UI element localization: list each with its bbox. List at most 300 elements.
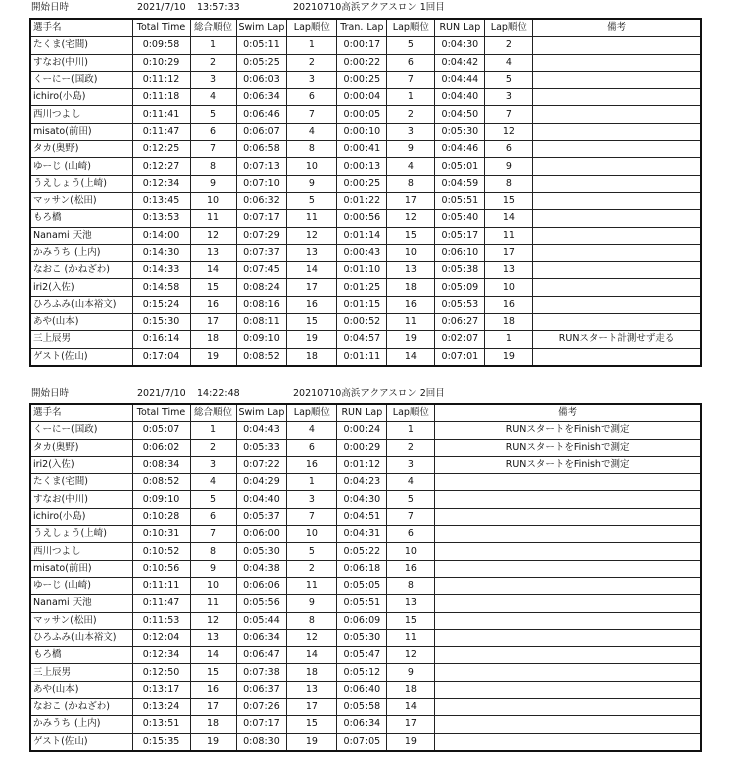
athlete-name-cell: Nanami 天池	[30, 227, 132, 244]
result-cell: 0:05:37	[236, 508, 287, 525]
athlete-name-cell: すなお(中川)	[30, 54, 132, 71]
result-cell: 14	[387, 348, 435, 366]
table-row	[30, 612, 701, 629]
result-cell: 0:04:40	[435, 89, 485, 106]
result-cell: 15	[387, 612, 435, 629]
result-cell: 5	[387, 491, 435, 508]
athlete-name-cell: タカ(奥野)	[30, 141, 132, 158]
result-cell: 0:06:34	[236, 89, 287, 106]
table-row	[30, 106, 701, 123]
result-cell: 9	[190, 560, 236, 577]
athlete-name-cell: iri2(入佐)	[30, 279, 132, 296]
result-cell: 1	[287, 474, 337, 491]
result-cell: 0:12:34	[132, 647, 190, 664]
athlete-name-cell: Nanami 天池	[30, 595, 132, 612]
result-cell: 0:04:42	[435, 54, 485, 71]
result-cell: 7	[485, 106, 533, 123]
result-cell: 0:14:58	[132, 279, 190, 296]
result-cell: 12	[287, 629, 337, 646]
result-cell: 0:02:07	[435, 331, 485, 348]
result-cell: 13	[387, 262, 435, 279]
race2-start-date: 2021/7/10	[137, 388, 186, 399]
result-cell: 4	[190, 89, 236, 106]
table-row	[30, 296, 701, 313]
result-cell: 8	[387, 577, 435, 594]
result-cell: 0:05:44	[236, 612, 287, 629]
result-cell: 0:04:43	[236, 422, 287, 439]
note-cell	[435, 595, 701, 612]
result-cell: 19	[190, 348, 236, 366]
table-row	[30, 279, 701, 296]
athlete-name-cell: ゆーじ (山崎)	[30, 577, 132, 594]
result-cell: 0:09:58	[132, 37, 190, 54]
result-cell: 16	[190, 681, 236, 698]
athlete-name-cell: なおこ (かねざわ)	[30, 699, 132, 716]
result-cell: 0:06:34	[337, 716, 387, 733]
note-cell	[533, 296, 701, 313]
table-row	[30, 474, 701, 491]
result-cell: 0:15:30	[132, 314, 190, 331]
result-cell: 9	[387, 141, 435, 158]
result-cell: 0:04:31	[337, 526, 387, 543]
result-cell: 0:06:27	[435, 314, 485, 331]
result-cell: 8	[287, 612, 337, 629]
result-cell: 12	[485, 123, 533, 140]
result-cell: 8	[190, 158, 236, 175]
result-cell: 11	[190, 595, 236, 612]
result-cell: 5	[387, 37, 435, 54]
race1-start-label: 開始日時	[31, 2, 70, 13]
note-cell	[435, 664, 701, 681]
athlete-name-cell: タカ(奥野)	[30, 439, 132, 456]
athlete-name-cell: もろ橋	[30, 647, 132, 664]
column-header: Lap順位	[287, 19, 337, 37]
result-cell: 0:16:14	[132, 331, 190, 348]
result-cell: 0:07:10	[236, 175, 287, 192]
result-cell: 0:05:01	[435, 158, 485, 175]
result-cell: 16	[190, 296, 236, 313]
result-cell: 0:13:53	[132, 210, 190, 227]
result-cell: 7	[287, 508, 337, 525]
result-cell: 11	[485, 227, 533, 244]
result-cell: 9	[287, 595, 337, 612]
result-cell: 11	[387, 314, 435, 331]
note-cell	[533, 37, 701, 54]
result-cell: 0:07:01	[435, 348, 485, 366]
result-cell: 0:00:56	[337, 210, 387, 227]
table-row	[30, 89, 701, 106]
result-cell: 0:00:29	[337, 439, 387, 456]
result-cell: 0:07:26	[236, 699, 287, 716]
result-cell: 0:00:24	[337, 422, 387, 439]
result-cell: 17	[287, 699, 337, 716]
athlete-name-cell: ゲスト(佐山)	[30, 348, 132, 366]
result-cell: 0:08:52	[132, 474, 190, 491]
result-cell: 13	[387, 595, 435, 612]
column-header: 選手名	[30, 404, 132, 422]
race1-header-row	[30, 19, 701, 37]
result-cell: 0:07:17	[236, 716, 287, 733]
note-cell	[533, 314, 701, 331]
result-cell: 0:05:25	[236, 54, 287, 71]
result-cell: 0:01:14	[337, 227, 387, 244]
race1-title: 20210710高浜アクアスロン 1回目	[293, 2, 445, 13]
athlete-name-cell: うえしょう(上崎)	[30, 175, 132, 192]
note-cell	[435, 647, 701, 664]
note-cell	[533, 192, 701, 209]
result-cell: 4	[387, 158, 435, 175]
note-cell	[533, 262, 701, 279]
result-cell: 10	[387, 543, 435, 560]
result-cell: 0:11:12	[132, 71, 190, 88]
result-cell: 16	[387, 296, 435, 313]
result-cell: 0:05:51	[337, 595, 387, 612]
result-cell: 12	[387, 647, 435, 664]
result-cell: 7	[190, 141, 236, 158]
result-cell: 0:06:00	[236, 526, 287, 543]
table-row	[30, 491, 701, 508]
note-cell: RUNスタート計測せず走る	[533, 331, 701, 348]
note-cell	[533, 71, 701, 88]
result-cell: 0:15:35	[132, 733, 190, 751]
result-cell: 0:05:12	[337, 664, 387, 681]
result-cell: 13	[287, 681, 337, 698]
note-cell	[533, 227, 701, 244]
result-cell: 0:06:02	[132, 439, 190, 456]
race1-start-time: 13:57:33	[197, 2, 240, 13]
race2-title: 20210710高浜アクアスロン 2回目	[293, 388, 445, 399]
result-cell: 3	[287, 71, 337, 88]
table-row	[30, 141, 701, 158]
result-cell: 16	[287, 296, 337, 313]
athlete-name-cell: あや(山本)	[30, 681, 132, 698]
result-cell: 13	[190, 629, 236, 646]
table-row	[30, 543, 701, 560]
result-cell: 0:05:58	[337, 699, 387, 716]
table-row	[30, 699, 701, 716]
result-cell: 0:04:46	[435, 141, 485, 158]
column-header: Lap順位	[287, 404, 337, 422]
result-cell: 0:11:53	[132, 612, 190, 629]
result-cell: 0:07:45	[236, 262, 287, 279]
result-cell: 0:00:22	[337, 54, 387, 71]
column-header: Swim Lap	[236, 404, 287, 422]
note-cell	[533, 210, 701, 227]
result-cell: 0:12:50	[132, 664, 190, 681]
note-cell: RUNスタートをFinishで測定	[435, 422, 701, 439]
athlete-name-cell: ひろふみ(山本裕文)	[30, 629, 132, 646]
result-cell: 7	[190, 526, 236, 543]
result-cell: 1	[387, 89, 435, 106]
result-cell: 14	[387, 699, 435, 716]
result-cell: 18	[485, 314, 533, 331]
note-cell	[533, 141, 701, 158]
athlete-name-cell: ひろふみ(山本裕文)	[30, 296, 132, 313]
table-row	[30, 348, 701, 366]
result-cell: 17	[190, 314, 236, 331]
result-cell: 0:06:10	[435, 244, 485, 261]
result-cell: 2	[485, 37, 533, 54]
result-cell: 0:12:25	[132, 141, 190, 158]
result-cell: 3	[190, 71, 236, 88]
athlete-name-cell: たくま(宅間)	[30, 474, 132, 491]
result-cell: 0:05:11	[236, 37, 287, 54]
result-cell: 15	[287, 716, 337, 733]
result-cell: 10	[485, 279, 533, 296]
result-cell: 0:10:28	[132, 508, 190, 525]
note-cell	[435, 526, 701, 543]
result-cell: 14	[287, 262, 337, 279]
result-cell: 0:07:37	[236, 244, 287, 261]
race2-start-time: 14:22:48	[197, 388, 240, 399]
column-header: Total Time	[132, 19, 190, 37]
result-cell: 0:14:30	[132, 244, 190, 261]
table-row	[30, 526, 701, 543]
result-cell: 8	[485, 175, 533, 192]
table-row	[30, 733, 701, 751]
result-cell: 6	[287, 89, 337, 106]
result-cell: 4	[387, 474, 435, 491]
note-cell	[435, 629, 701, 646]
athlete-name-cell: くーにー(国政)	[30, 71, 132, 88]
result-cell: 7	[287, 106, 337, 123]
result-cell: 11	[287, 210, 337, 227]
result-cell: 19	[387, 331, 435, 348]
race2-start-label: 開始日時	[31, 388, 70, 399]
result-cell: 0:04:40	[236, 491, 287, 508]
note-cell	[435, 699, 701, 716]
athlete-name-cell: あや(山本)	[30, 314, 132, 331]
table-row	[30, 227, 701, 244]
result-cell: 0:13:17	[132, 681, 190, 698]
result-cell: 0:14:33	[132, 262, 190, 279]
result-cell: 0:00:25	[337, 71, 387, 88]
result-cell: 0:01:12	[337, 456, 387, 473]
table-row	[30, 175, 701, 192]
column-header: 総合順位	[190, 404, 236, 422]
result-cell: 0:05:30	[236, 543, 287, 560]
result-cell: 0:08:34	[132, 456, 190, 473]
result-cell: 1	[190, 422, 236, 439]
result-cell: 0:04:50	[435, 106, 485, 123]
result-cell: 0:00:25	[337, 175, 387, 192]
result-cell: 11	[387, 629, 435, 646]
result-cell: 0:06:06	[236, 577, 287, 594]
result-cell: 0:13:51	[132, 716, 190, 733]
result-cell: 9	[190, 175, 236, 192]
note-cell	[533, 106, 701, 123]
table-row	[30, 37, 701, 54]
result-cell: 0:08:24	[236, 279, 287, 296]
result-cell: 15	[485, 192, 533, 209]
result-cell: 0:08:16	[236, 296, 287, 313]
result-cell: 2	[287, 560, 337, 577]
result-cell: 0:04:30	[337, 491, 387, 508]
result-cell: 3	[387, 456, 435, 473]
result-cell: 5	[485, 71, 533, 88]
result-cell: 0:11:47	[132, 123, 190, 140]
table-row	[30, 664, 701, 681]
result-cell: 0:05:17	[435, 227, 485, 244]
result-cell: 0:06:32	[236, 192, 287, 209]
result-cell: 17	[190, 699, 236, 716]
athlete-name-cell: なおこ (かねざわ)	[30, 262, 132, 279]
note-cell	[533, 123, 701, 140]
result-cell: 5	[287, 543, 337, 560]
result-cell: 0:05:53	[435, 296, 485, 313]
result-cell: 1	[387, 422, 435, 439]
result-cell: 0:01:10	[337, 262, 387, 279]
column-header: Tran. Lap	[337, 19, 387, 37]
athlete-name-cell: misato(前田)	[30, 560, 132, 577]
result-cell: 7	[387, 71, 435, 88]
result-cell: 14	[190, 262, 236, 279]
result-cell: 9	[287, 175, 337, 192]
athlete-name-cell: 西川つよし	[30, 106, 132, 123]
result-cell: 0:12:34	[132, 175, 190, 192]
result-cell: 18	[287, 664, 337, 681]
column-header: 総合順位	[190, 19, 236, 37]
column-header: Lap順位	[387, 404, 435, 422]
result-cell: 9	[387, 664, 435, 681]
result-cell: 15	[387, 227, 435, 244]
result-cell: 12	[190, 227, 236, 244]
note-cell: RUNスタートをFinishで測定	[435, 439, 701, 456]
table-row	[30, 716, 701, 733]
result-cell: 17	[485, 244, 533, 261]
table-row	[30, 681, 701, 698]
table-row	[30, 595, 701, 612]
result-cell: 0:11:41	[132, 106, 190, 123]
result-cell: 0:05:56	[236, 595, 287, 612]
note-cell	[435, 612, 701, 629]
result-cell: 0:00:04	[337, 89, 387, 106]
result-cell: 0:04:38	[236, 560, 287, 577]
result-cell: 0:08:30	[236, 733, 287, 751]
result-cell: 0:04:23	[337, 474, 387, 491]
result-cell: 18	[287, 348, 337, 366]
result-cell: 0:05:51	[435, 192, 485, 209]
result-cell: 2	[287, 54, 337, 71]
result-cell: 19	[485, 348, 533, 366]
result-cell: 12	[190, 612, 236, 629]
athlete-name-cell: 西川つよし	[30, 543, 132, 560]
result-cell: 8	[287, 141, 337, 158]
athlete-name-cell: misato(前田)	[30, 123, 132, 140]
table-row	[30, 158, 701, 175]
result-cell: 14	[287, 647, 337, 664]
result-cell: 16	[387, 560, 435, 577]
result-cell: 0:00:10	[337, 123, 387, 140]
result-cell: 19	[190, 733, 236, 751]
result-cell: 18	[387, 279, 435, 296]
result-cell: 0:11:18	[132, 89, 190, 106]
result-cell: 4	[287, 422, 337, 439]
result-cell: 18	[190, 716, 236, 733]
table-row	[30, 123, 701, 140]
note-cell	[533, 279, 701, 296]
result-cell: 0:00:43	[337, 244, 387, 261]
athlete-name-cell: かみうち (上内)	[30, 244, 132, 261]
table-row	[30, 192, 701, 209]
result-cell: 0:07:17	[236, 210, 287, 227]
result-cell: 0:06:37	[236, 681, 287, 698]
result-cell: 0:05:30	[337, 629, 387, 646]
result-cell: 0:12:27	[132, 158, 190, 175]
table-row	[30, 244, 701, 261]
result-cell: 2	[387, 439, 435, 456]
result-cell: 0:05:33	[236, 439, 287, 456]
result-cell: 1	[287, 37, 337, 54]
result-cell: 0:07:13	[236, 158, 287, 175]
result-cell: 14	[190, 647, 236, 664]
table-row	[30, 456, 701, 473]
result-cell: 0:07:29	[236, 227, 287, 244]
result-cell: 0:11:47	[132, 595, 190, 612]
result-cell: 8	[387, 175, 435, 192]
athlete-name-cell: うえしょう(上崎)	[30, 526, 132, 543]
table-row	[30, 71, 701, 88]
result-cell: 0:09:10	[236, 331, 287, 348]
table-row	[30, 439, 701, 456]
result-cell: 3	[287, 491, 337, 508]
result-cell: 15	[190, 279, 236, 296]
result-cell: 18	[387, 681, 435, 698]
result-cell: 17	[287, 279, 337, 296]
result-cell: 10	[190, 577, 236, 594]
athlete-name-cell: マッサン(松田)	[30, 612, 132, 629]
result-cell: 0:06:58	[236, 141, 287, 158]
note-cell	[435, 681, 701, 698]
column-header: Swim Lap	[236, 19, 287, 37]
result-cell: 0:01:22	[337, 192, 387, 209]
athlete-name-cell: くーにー(国政)	[30, 422, 132, 439]
note-cell	[435, 543, 701, 560]
result-cell: 0:09:10	[132, 491, 190, 508]
result-cell: 8	[190, 543, 236, 560]
result-cell: 0:05:40	[435, 210, 485, 227]
result-cell: 4	[485, 54, 533, 71]
result-cell: 3	[190, 456, 236, 473]
race2-results-table	[29, 403, 702, 752]
note-cell	[435, 577, 701, 594]
result-cell: 17	[387, 192, 435, 209]
result-cell: 0:07:22	[236, 456, 287, 473]
table-row	[30, 577, 701, 594]
table-row	[30, 331, 701, 348]
result-cell: 2	[190, 54, 236, 71]
athlete-name-cell: マッサン(松田)	[30, 192, 132, 209]
table-row	[30, 629, 701, 646]
result-cell: 0:08:52	[236, 348, 287, 366]
athlete-name-cell: たくま(宅間)	[30, 37, 132, 54]
result-cell: 1	[190, 37, 236, 54]
result-cell: 19	[387, 733, 435, 751]
result-cell: 2	[387, 106, 435, 123]
result-cell: 13	[485, 262, 533, 279]
column-header: Total Time	[132, 404, 190, 422]
athlete-name-cell: ゲスト(佐山)	[30, 733, 132, 751]
result-cell: 0:06:47	[236, 647, 287, 664]
result-cell: 10	[387, 244, 435, 261]
result-cell: 6	[485, 141, 533, 158]
result-cell: 13	[287, 244, 337, 261]
result-cell: 0:06:18	[337, 560, 387, 577]
note-cell	[435, 560, 701, 577]
note-cell	[533, 89, 701, 106]
result-cell: 14	[485, 210, 533, 227]
column-header: Lap順位	[387, 19, 435, 37]
